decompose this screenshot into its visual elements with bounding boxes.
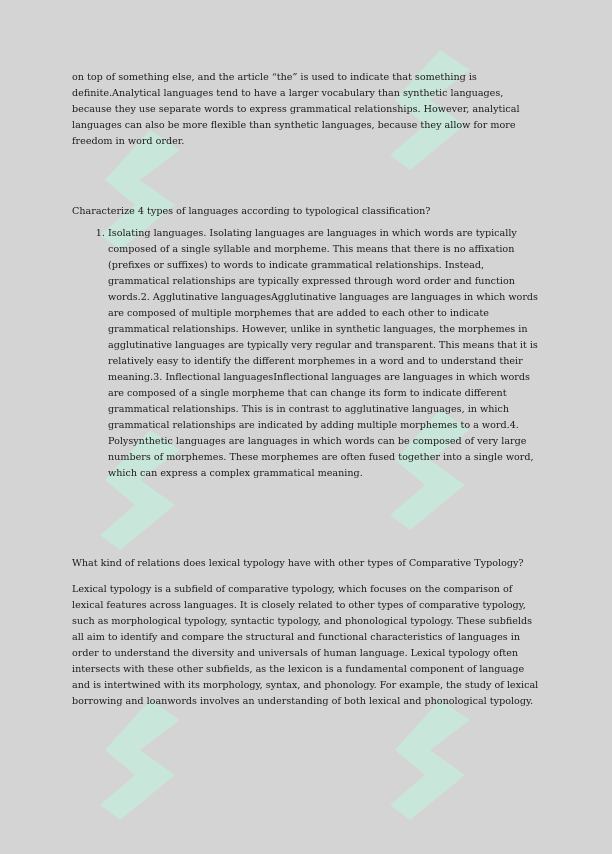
section2-question: What kind of relations does lexical typology have with other types of Comparative Typology?: [72, 558, 524, 569]
watermark-logo-icon: [370, 690, 490, 850]
section1-question: Characterize 4 types of languages according to typological classification?: [72, 206, 431, 217]
intro-paragraph: on top of something else, and the article “the” is used to indicate that something is definite.Analytical languages tend to have a larger vocabulary than synthetic languages, because they use separate words to express grammatical relationships. However, analytical languages can also be more flexible than synthetic languages, because they allow for more freedom in word order.: [72, 72, 520, 147]
list-item: 1. Isolating languages. Isolating languages are languages in which words are typically composed of a single syllable and morpheme. This means that there is no affixation (prefixes or suffixes) to words to indicate grammatical relationships. Instead, grammatical relationships are typically expressed through word order and function words.2. Agglutinative languagesAgglutinative languages are languages in which words are composed of multiple morphemes that are added to each other to indicate grammatical relationships. However, unlike in synthetic languages, the morphemes in agglutinative languages are typically very regular and transparent. This means that it is relatively easy to identify the different morphemes in a word and to understand their meaning.3. Inflectional languagesInflectional languages are languages in which words are composed of a single morpheme that can change its form to indicate different grammatical relationships. This is in contrast to agglutinative languages, in which grammatical relationships are indicated by adding multiple morphemes to a word.4. Polysynthetic languages are languages in which words can be composed of very large numbers of morphemes. These morphemes are often fused together into a single word, which can express a complex grammatical meaning.: [108, 226, 540, 482]
language-types-list: [72, 226, 540, 482]
watermark-logo-icon: [80, 690, 200, 850]
document-page: [72, 70, 540, 710]
section2-answer: Lexical typology is a subfield of comparative typology, which focuses on the comparison of lexical features across languages. It is closely related to other types of comparative typology, such as morphological typology, syntactic typology, and phonological typology. These subfields all aim to identify and compare the structural and functional characteristics of languages in order to understand the diversity and universals of human language. Lexical typology often intersects with these other subfields, as the lexicon is a fundamental component of language and is intertwined with its morphology, syntax, and phonology. For example, the study of lexical borrowing and loanwords involves an understanding of both lexical and phonological typology.: [72, 584, 539, 707]
